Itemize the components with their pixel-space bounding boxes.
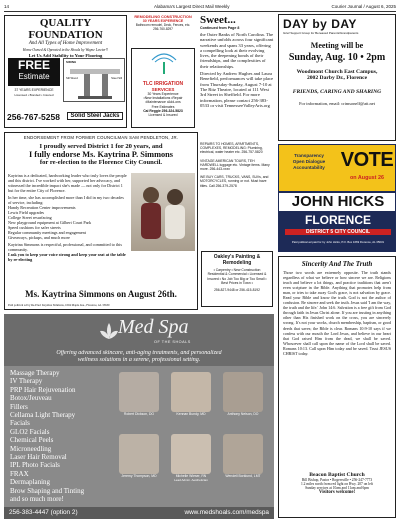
staff-name: Wendell Borklund, LMT [225,474,261,478]
accomplishment-item: Regular community meetings and engagement [8,230,86,235]
dayday-info: For information, email: crimsonelf@att.net [299,101,375,106]
vote-city: FLORENCE [305,213,371,227]
paper-name: Alabama's Largest Direct Mail Weekly [154,4,230,9]
service-item: and so much more! [10,495,64,504]
medspa-footer [4,507,274,519]
portrait-photo-icon [131,173,195,251]
staff-card [166,434,216,482]
staff-card [114,372,164,416]
tlc-line4: Free Estimates [151,104,175,109]
experience-text: 37 YEARS EXPERIENCE [14,88,54,92]
quality-phone: 256-767-5258 [7,112,60,122]
siding-title: SIDING [66,60,77,64]
service-item: Fillers [10,402,28,411]
meeting-address: 2002 Darby Dr., Florence [306,75,368,81]
ad-tagline: Home Owned & Operated in the Shoals by Wayne Lewter!! [22,48,109,52]
service-item: IPL Photo Facials [10,461,60,470]
solid-steel-jacks-label: Solid Steel Jacks [67,112,123,120]
staff-photo-icon [171,434,211,474]
oakley-ad [201,251,273,307]
endorsement-line3: for re-election to the Florence City Council. [39,159,163,166]
vote-date: on August 26 [350,175,384,181]
value-accountability: Accountability [293,165,325,170]
remodel-exp: 30 YEARS EXPERIENCE [142,19,184,23]
church-visitors: Visitors welcome! [318,490,356,495]
endorsement-paid: Paid political ad by Re-Elect Kaytrina Simmons, 1004 Maple Ave., Florence, AL 35630 [8,303,110,307]
remodel-ad [130,15,196,45]
tlc-services: SERVICES [151,87,175,92]
staff-card [166,372,216,416]
staff-card [114,434,164,478]
page-number: 14 [4,4,10,9]
vote-values [281,153,337,171]
oakley-phone: 256-827-9448 or 256-415-8192 [214,287,260,292]
endorsement-line1: I proudly served District 1 for 20 years, and [39,143,163,150]
classifieds [200,142,274,250]
ad-title: QUALITY FOUNDATION [28,17,103,41]
remodel-phone: 256-760-8297 [153,27,173,31]
medspa-phone[interactable]: 256-383-4447 (option 2) [9,509,78,516]
meeting-label: Meeting will be [310,41,364,50]
staff-photo-icon [223,372,263,412]
tlc-name: TLC IRRIGATION [142,81,184,87]
medspa-tagline-2: wellness solutions in a serene, professional setting. [77,357,201,363]
license-text: Licensed • Bonded • Insured [14,93,54,97]
sincerity-body: Those two words are extremely opposite. The truth stands regardless of what we believe or how sincere we are. Religions teach and believe a lot things, and practice traditions that aren't even scripture in the Bible. Anything that promotes help from man, or tries to take away God's grace, is not salvation by grace. Read your Bible and know the truth. God is not the author of confusion. Be sincere and seek the truth. Jesus said 'I am the way, the truth and the life.' John 14:6. Salvation is a free gift from God through faith in Jesus Christ alone. If you are trusting in anything other than His finished work on the cross, you are sincerely wrong. It's not your works, church membership, baptism, or good deeds that saves; the Bible is clear. Romans 10:9-10 says if we confess with our mouth the Lord Jesus, and believe in our heart that God raised Him from the dead, we shall be saved. Whosoever shall call upon the name of the Lord shall be saved. Romans 10:13. Call upon Him today and be saved. Trust JESUS CHRIST today. [283,270,391,356]
classified-item: REPAIRS TO HOMES, APARTMENTS, COMPLEXES, REMODELING: Plumbing, electrical, water heater etc. 256-757-5820 [200,142,263,155]
classified-item: VINTAGE AMERICAN TOURS, TEH HARDWELL luggage etc. Vintage items. Many more. 256-443-xxxx [200,158,270,172]
medspa-tagline-1: Offering advanced skincare, anti-aging treatments, and personalized [56,350,222,356]
endorsement-appeal: I ask you to keep your voice strong and keep your seat at the table by re-electing [8,252,126,262]
service-item: GLO2 Facials [10,427,50,436]
accomplishment-item: New playground equipment at Gilbert Court Park [8,220,92,225]
siding-diagram [63,58,125,102]
church-pastor: Bill Bishop, Pastor • Rogersville • 256-247-7773 [301,478,373,482]
remodel-title: REMODELING CONSTRUCTION [134,15,192,19]
tlc-line2: •New Installations •Repair [143,96,183,101]
john-hicks-vote-ad [278,144,396,252]
tlc-irrigation-ad [131,48,195,128]
quality-foundation-ad [4,15,127,128]
article-title: Sweet... [200,14,236,26]
wood-label: Sill Wood [66,76,78,80]
meeting-date: Sunday, Aug. 10 • 2pm [288,52,386,63]
value-transparency: Transparency [294,153,324,158]
photo-placeholder [131,173,195,251]
jack-diagram-icon [64,59,125,102]
staff-name: Jeremy Thompson, MD [121,474,157,478]
ad-slogan: Let Us Add Stability to Your Flooring [28,53,103,58]
accomplishment-item: Giveaways, pickups, and much more [8,235,70,240]
staff-card [218,434,268,478]
endorsement-body [8,173,128,262]
staff-photo-icon [119,372,159,412]
endorsement-paragraph: In her time, she has accomplished more than I did in my two decades of service, including: [8,195,124,205]
medspa-location: OF THE SHOALS [154,340,191,344]
steel-label: Steel Sill [111,76,122,80]
service-item: Facials [10,419,30,428]
issue-date: Courier Journal / August 6, 2025 [331,4,396,9]
church-times: Sunday services at 10am and 11am and 6pm [305,486,369,490]
remodel-services: Bathroom remodel, Deck, Fences, etc. [135,23,191,27]
vote-paid: Paid political ad paid for by John Hicks, P.O. Box 1669 Florence, AL 35631 [291,240,385,244]
staff-card [218,372,268,416]
page-header [4,2,396,12]
free-text: FREE [17,58,50,72]
accomplishment-item: College Street resurfacing [8,215,52,220]
service-item: Botox/Jeuveau [10,394,52,403]
service-item: Laser Hair Removal [10,453,67,462]
accomplishment-item: Speed cushions for safer streets [8,225,61,230]
staff-name: Robert Dickson, DO [123,412,155,416]
vote-district: DISTRICT 5 CITY COUNCIL [285,229,391,235]
service-item: IV Therapy [10,377,43,386]
tlc-line1: 30 Years Experience [147,92,179,96]
article-continued: Continued from Page 8 [200,26,240,30]
classified-item: WE BUY CARS, TRUCKS, VANS, SUVs, and MOTORCYCLES, running or not. Must have titles. Call 256-379-2578 [200,175,269,188]
dayday-tagline: FRIENDS, CARING AND SHARING [292,89,382,95]
endorsement-heading: ENDORSEMENT FROM FORMER COUNCILMAN SAM PENDLETON, JR. [23,135,179,140]
medspa-services [10,369,110,504]
endorsement-paragraph: Kaytrina is a dedicated, hardworking leader who truly loves the people and this district. I've worked with her, supported her advocacy, and witnessed the incredible impact she's made — not only for District 1 but for the entire City of Florence. [8,173,127,193]
endorsement-ad [4,132,198,310]
free-estimate-badge [8,58,60,86]
dayday-subtitle: Grief Support Group for Bereaved Parents/Grandparents [283,31,359,35]
staff-photo-icon [223,434,263,474]
service-item: Massage Therapy [10,369,60,377]
staff-grid [114,372,270,502]
oakley-title: Oakley's Painting & Remodeling [213,254,261,266]
oakley-body: • Carpentry • New Construction Residential & Commercial • Licensed & Insured • No Job Too Big or Too Small • Best Prices in Town • [207,268,267,286]
sweet-article [200,14,274,141]
tlc-phone: Cal Reggie 256-324-5823 [143,108,183,113]
value-dialogue: Open Dialogue [292,159,326,164]
sincerity-ad [278,256,396,518]
staff-photo-icon [171,372,211,412]
accomplishment-item: Handy Recreation Center improvements [8,205,76,210]
medspa-name: Med Spa [118,316,189,338]
service-item: Microneedling [10,444,52,453]
service-item: Chemical Peels [10,436,54,445]
accomplishment-item: Lewis Field upgrades [8,210,45,215]
article-body-2: Directed by Andrew Hughes and Laura Benefield, performances will take place from Thursday-Sunday, August 7-10 at The Ritz Theatre, located at 111 West 3rd Street in Sheffield. For more information, please contact 256-383-0533 or visit TennesseeValleyArts.org [200,71,274,108]
staff-role: Lead Admin. Aesthetician [174,478,208,482]
church-directions: 1.2 miles north from red light on Hwy. 207 on left [300,482,374,486]
endorsement-paragraph: Kaytrina Simmons is respectful, professional, and committed to this community. [8,242,122,252]
vote-text: VOTE [340,149,394,171]
lotus-logo-icon [98,320,120,342]
meeting-place: Woodmont Church East Campus, [296,69,378,75]
sprinkler-icon [149,52,179,76]
article-body: the Outer Banks of North Carolina. The narrative unfolds across four significant weekends and spans 33 years, offering a compelling look at their evolving lives, the deepening bonds of their friendships, and the complexities of their relationships. [200,32,274,69]
estimate-text: Estimate [18,72,50,81]
staff-name: Anthony Nelson, DO [227,412,259,416]
ad-subtitle: And All Types of Home Improvement [28,41,103,46]
church-name: Beacon Baptist Church [309,472,365,478]
service-item: Cellama Light Therapy [10,411,76,420]
medspa-ad [4,314,274,519]
staff-name: Michelle Wieser, RN [175,474,207,478]
tlc-line3: •Maintenance •Add-ons [145,100,181,105]
staff-photo-icon [119,434,159,474]
staff-name: Kennan Bundy, MD [176,412,206,416]
day-by-day-ad [278,14,396,141]
dayday-title: DAY by DAY [283,17,357,31]
endorsement-vote: Ms. Kaytrina Simmons on August 26th. [25,289,177,299]
service-item: FRAX [10,469,29,478]
service-item: PRP Hair Rejuvenation [10,385,76,394]
medspa-website[interactable]: www.medshoals.com/medspa [184,509,269,516]
tlc-license: Licensed & Insured [148,113,178,118]
service-item: Dermaplaning [10,478,51,487]
sincerity-title: Sincerity And The Truth [301,260,373,268]
service-item: Brow Shaping and Tinting [10,486,85,495]
endorsement-line2: I fully endorse Ms. Kaytrina P. Simmons [29,150,173,159]
candidate-name: JOHN HICKS [279,193,396,211]
